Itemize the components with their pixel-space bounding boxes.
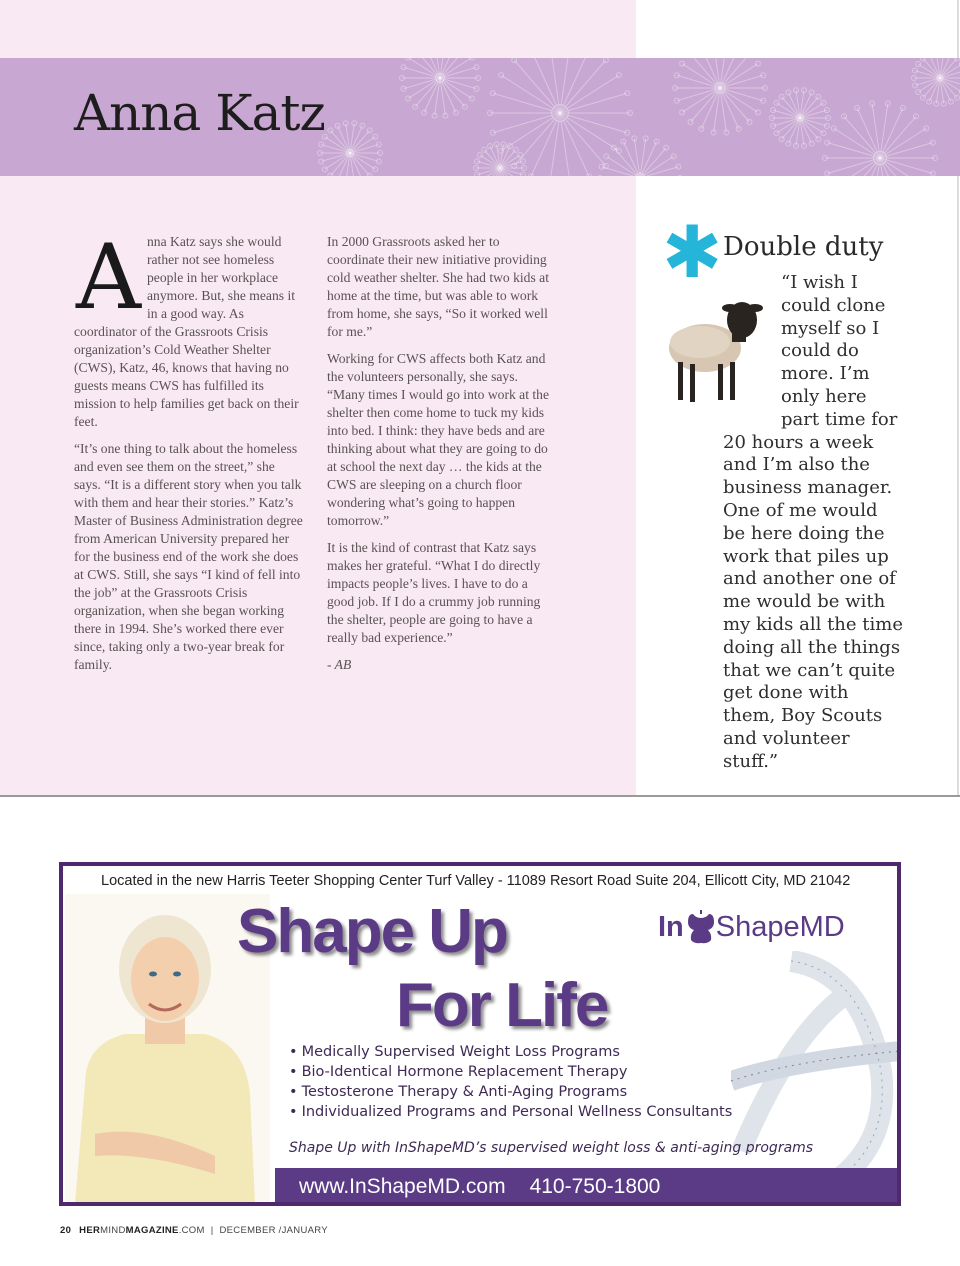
ad-contact-bar [275,1168,901,1206]
ad-phone-number[interactable]: 410-750-1800 [529,1175,661,1198]
publication-name-com: .COM [178,1225,205,1236]
sidebar-title: Double duty [723,232,884,262]
list-item: • Individualized Programs and Personal Wellness Consultants [289,1102,732,1122]
page-footer [60,1225,328,1236]
article-paragraph: “It’s one thing to talk about the homeless and even see them on the street,” she says. “It is a different story when you talk with them and hear their stories.” Katz’s Master of Business Administration degree from American University prepared her for the business end of the work she does at CWS. Still, she says “I kind of fell into the job” at the Grassroots Crisis organization, when she began working there in 1994. She’s worked there ever since, taking only a two-year break for family. [74,441,303,672]
article-column-1 [74,225,304,683]
article-column-2 [327,233,549,683]
author-signature: - AB [327,657,352,672]
logo-in-text: In [658,910,684,943]
inshapemd-logo [658,910,845,944]
article-paragraph [74,225,304,431]
ad-tagline: Shape Up with InShapeMD’s supervised weight loss & anti-aging programs [289,1140,814,1156]
publication-name-her: HER [79,1225,101,1236]
ad-headline: Shape Up [237,897,507,966]
section-divider [0,795,960,797]
article-title: Anna Katz [74,84,325,142]
ad-location: Located in the new Harris Teeter Shopping Center Turf Valley - 11089 Resort Road Suite 204, Ellicott City, MD 21042 [101,873,851,889]
list-item: • Bio-Identical Hormone Replacement Therapy [289,1062,732,1082]
measuring-tape-image [731,951,901,1201]
paragraph-text: nna Katz says she would rather not see homeless people in her workplace anymore. But, she means it in a good way. As coordinator of the Grassroots Crisis organization’s Cold Weather Shelter (CWS), Katz, 46, knows that having no guests means CWS has fulfilled its mission to help families get back on their feet. [74,234,299,429]
article-paragraph: In 2000 Grassroots asked her to coordinate their new initiative providing cold weather shelter. She had two kids at home at the time, but was able to work from home, she says, “So it worked well for me.” [327,234,549,339]
apple-core-icon [688,910,714,944]
quote-text: “I wish I could clone myself so I could do more. I’m only here part time for 20 hours a week and I’m also the business manager. One of me would be here doing the work that piles up and another one of me would be with my kids all the time doing all the things that we can’t quite get done with them, Boy Scouts and volunteer stuff.” [723,272,903,772]
quote-image-gap [723,272,781,420]
publication-name-mind: MIND [100,1225,126,1236]
asterisk-icon: ✱ [662,210,723,294]
inshapemd-advertisement[interactable] [59,862,901,1206]
footer-separator: | [210,1225,214,1236]
logo-text: ShapeMD [715,910,845,943]
drop-cap: A [76,225,141,330]
sidebar-quote [723,272,903,774]
ad-website-link[interactable]: www.InShapeMD.com [299,1175,506,1198]
list-item: • Testosterone Therapy & Anti-Aging Programs [289,1082,732,1102]
issue-date: DECEMBER /JANUARY [219,1225,328,1236]
article-paragraph: Working for CWS affects both Katz and the volunteers personally, she says. “Many times I would go into work at the shelter then come home to tuck my kids into bed. I think: they have beds and are thinking about what they are going to do at school the next day … the kids at the CWS are sleeping on a church floor wondering what’s going to happen tomorrow.” [327,351,549,528]
ad-headline: For Life [396,971,608,1040]
publication-name-magazine: MAGAZINE [125,1225,179,1236]
article-paragraph: It is the kind of contrast that Katz says makes her grateful. “What I do directly impacts people’s lives. I have to do a good job. If I do a crummy job running the shelter, people are going to have a really bad experience.” [327,540,541,645]
list-item: • Medically Supervised Weight Loss Programs [289,1042,732,1062]
ad-services-list [289,1042,732,1122]
page-number: 20 [60,1225,72,1236]
